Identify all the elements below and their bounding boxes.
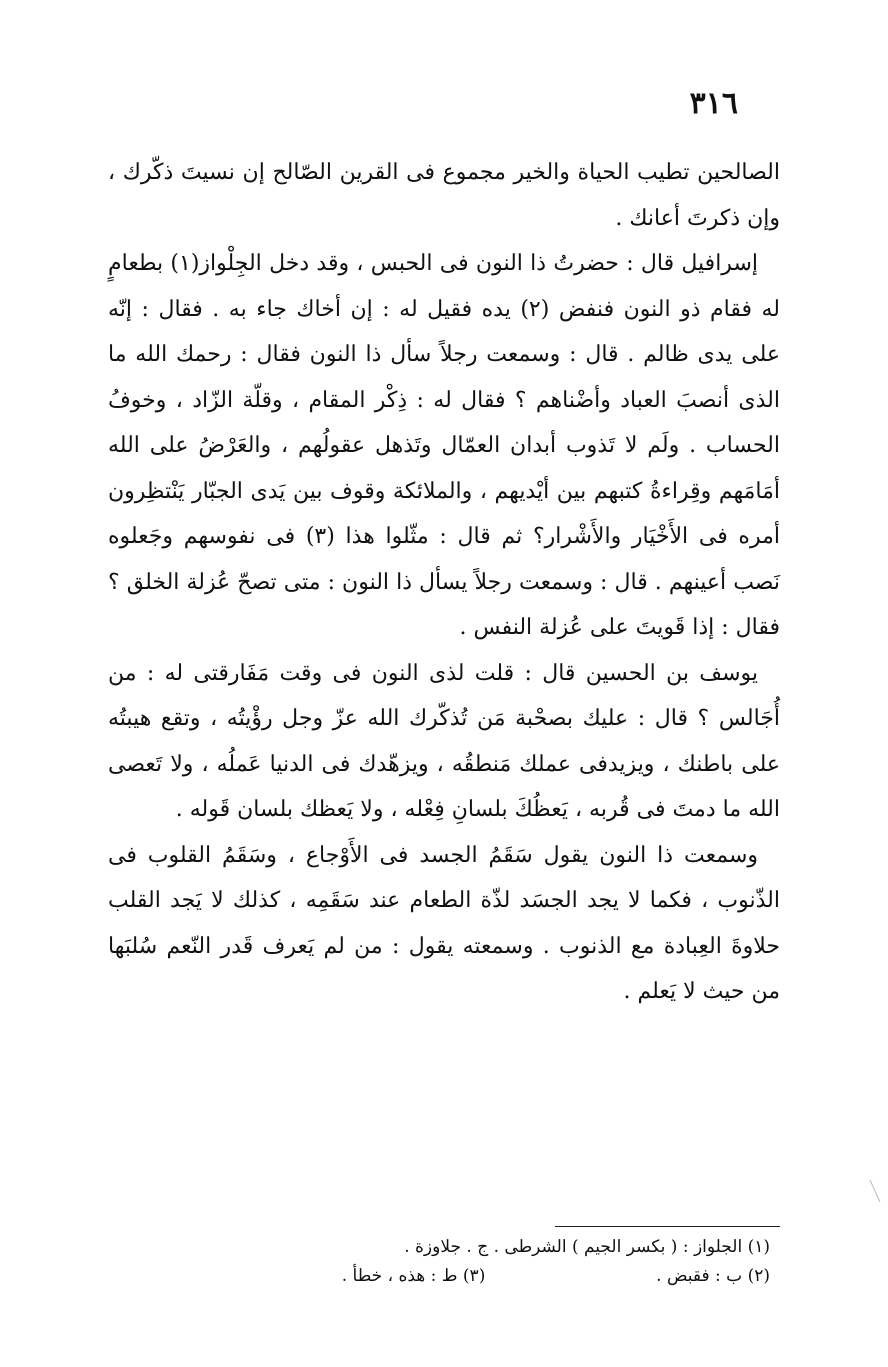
footnotes	[108, 1226, 780, 1291]
paragraph: يوسف بن الحسين قال : قلت لذى النون فى وقت مَفَارقتى له : من أُجَالس ؟ قال : عليك بصحْبة مَن تُذكّرك الله عزّ وجل رؤْيتُه ، وتقع هيبتُه على باطنك ، ويزيدفى عملك مَنطقُه ، ويزهّدك فى الدنيا عَملُه ، ولا تَعصى الله ما دمتَ فى قُربه ، يَعظُكَ بلسانِ فِعْله ، ولا يَعظك بلسان قَوله .	[108, 660, 780, 822]
paragraph: الصالحين تطيب الحياة والخير مجموع فى القرين الصّالح إن نسيتَ ذكّرك ، وإن ذكرتَ أعانك .	[108, 160, 780, 231]
footnote-divider	[555, 1226, 780, 1227]
main-text	[108, 150, 780, 1015]
footnote-2: (٢) ب : فقبض .	[656, 1266, 770, 1286]
footnote-row	[108, 1262, 780, 1291]
footnote-1: (١) الجلواز : ( بكسر الجيم ) الشرطى . ج . جلاوزة .	[404, 1237, 770, 1257]
paragraph: إسرافيل قال : حضرتُ ذا النون فى الحبس ، وقد دخل الجِلْواز(١) بطعامٍ له فقام ذو النون فنفض (٢) يده فقيل له : إن أخاك جاء به . فقال : إنّه على يدى ظالم . قال : وسمعت رجلاً سأل ذا النون فقال : رحمك الله ما الذى أنصبَ العباد وأضْناهم ؟ فقال له : ذِكْر المقام ، وقلّة الزّاد ، وخوفُ الحساب . ولَم لا تَذوب أبدان العمّال وتَذهل عقولُهم ، والعَرْضُ على الله أمَامَهم وقِراءةُ كتبهم بين أيْديهم ، والملائكة وقوف بين يَدى الجبّار يَنْتظِرون أمره فى الأَخْيَار والأَشْرار؟ ثم قال : مثّلوا هذا (٣) فى نفوسهم وجَعلوه نَصب أعينهم . قال : وسمعت رجلاً يسأل ذا النون : متى تصحّ عُزلة الخلق ؟ فقال : إذا قَويتَ على عُزلة النفس .	[108, 251, 780, 640]
paragraph: وسمعت ذا النون يقول سَقَمُ الجسد فى الأَوْجاع ، وسَقَمُ القلوب فى الذّنوب ، فكما لا يجد الجسَد لذّة الطعام عند سَقَمِه ، كذلك لا يَجد القلب حلاوةَ العِبادة مع الذنوب . وسمعته يقول : من لم يَعرف قَدر النّعم سُلبَها من حيث لا يَعلم .	[108, 842, 780, 1004]
scan-edge-mark	[868, 1178, 882, 1204]
page-number: ٣١٦	[689, 86, 738, 121]
footnote-3: (٣) ط : هذه ، خطأ .	[341, 1266, 486, 1286]
